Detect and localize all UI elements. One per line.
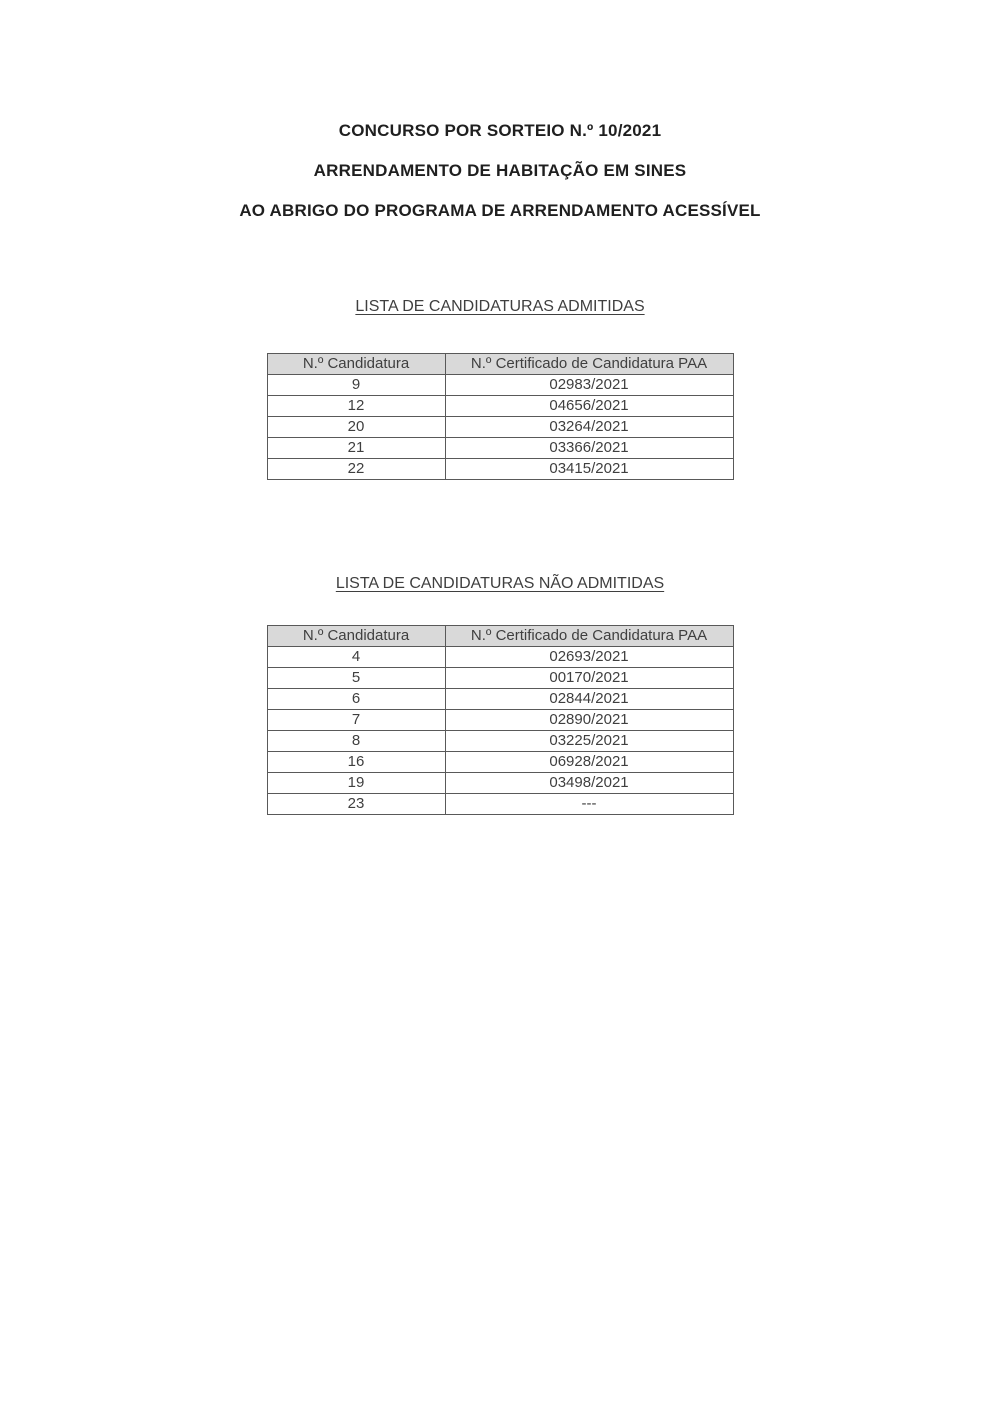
document-title-block [0, 0, 1000, 220]
certificado-number-cell: 03225/2021 [445, 731, 733, 752]
column-header: N.º Candidatura [267, 354, 445, 375]
certificado-number-cell: 03415/2021 [445, 459, 733, 480]
table-row [267, 647, 733, 668]
candidatura-number-cell: 23 [267, 794, 445, 815]
certificado-number-cell: 02983/2021 [445, 375, 733, 396]
table-row [267, 794, 733, 815]
certificado-number-cell: 02693/2021 [445, 647, 733, 668]
table-row [267, 689, 733, 710]
certificado-number-cell: 06928/2021 [445, 752, 733, 773]
table-row [267, 710, 733, 731]
column-header: N.º Candidatura [267, 626, 445, 647]
candidatura-number-cell: 21 [267, 438, 445, 459]
candidatura-number-cell: 4 [267, 647, 445, 668]
candidatura-number-cell: 19 [267, 773, 445, 794]
document-title-line-1: CONCURSO POR SORTEIO N.º 10/2021 [338, 121, 662, 140]
section-not-admitted-candidatures [0, 574, 1000, 815]
candidatura-number-cell: 8 [267, 731, 445, 752]
certificado-number-cell: 02844/2021 [445, 689, 733, 710]
section-admitted-candidatures [0, 297, 1000, 480]
column-header: N.º Certificado de Candidatura PAA [445, 354, 733, 375]
table-header-row [267, 626, 733, 647]
certificado-number-cell: 02890/2021 [445, 710, 733, 731]
not-admitted-list-heading: LISTA DE CANDIDATURAS NÃO ADMITIDAS [335, 575, 665, 592]
candidatura-number-cell: 12 [267, 396, 445, 417]
certificado-number-cell: 03264/2021 [445, 417, 733, 438]
certificado-number-cell: 03366/2021 [445, 438, 733, 459]
table-row [267, 773, 733, 794]
certificado-number-cell: 00170/2021 [445, 668, 733, 689]
certificado-number-cell: --- [445, 794, 733, 815]
document-title-line-2: ARRENDAMENTO DE HABITAÇÃO EM SINES [313, 161, 687, 180]
admitted-candidatures-table [267, 353, 734, 480]
table-row [267, 396, 733, 417]
table-row [267, 438, 733, 459]
table-row [267, 459, 733, 480]
candidatura-number-cell: 6 [267, 689, 445, 710]
candidatura-number-cell: 16 [267, 752, 445, 773]
document-title-line-3: AO ABRIGO DO PROGRAMA DE ARRENDAMENTO ACESSÍVEL [239, 201, 761, 220]
table-row [267, 375, 733, 396]
candidatura-number-cell: 5 [267, 668, 445, 689]
column-header: N.º Certificado de Candidatura PAA [445, 626, 733, 647]
not-admitted-candidatures-table [267, 625, 734, 815]
certificado-number-cell: 03498/2021 [445, 773, 733, 794]
candidatura-number-cell: 7 [267, 710, 445, 731]
candidatura-number-cell: 22 [267, 459, 445, 480]
table-row [267, 668, 733, 689]
table-row [267, 731, 733, 752]
table-row [267, 417, 733, 438]
table-row [267, 752, 733, 773]
table-header-row [267, 354, 733, 375]
candidatura-number-cell: 9 [267, 375, 445, 396]
certificado-number-cell: 04656/2021 [445, 396, 733, 417]
admitted-list-heading: LISTA DE CANDIDATURAS ADMITIDAS [355, 298, 645, 315]
candidatura-number-cell: 20 [267, 417, 445, 438]
